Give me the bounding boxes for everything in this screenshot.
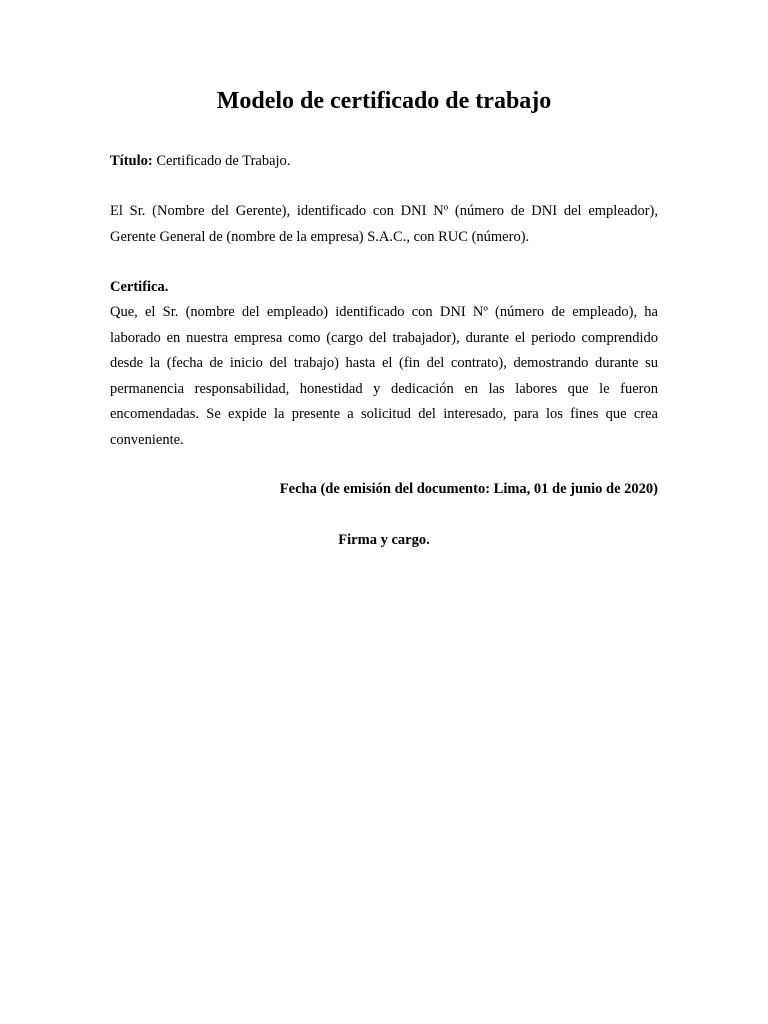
fecha-line: Fecha (de emisión del documento: Lima, 01 de junio de 2020) — [279, 481, 658, 497]
main-paragraph: Que, el Sr. (nombre del empleado) identificado con DNI Nº (número de empleado), ha laborado en nuestra empresa como (cargo del trabajador), durante el periodo comprendido desde la (fecha de inicio del trabajo) hasta el (fin del contrato), demostrando durante su permanencia responsabilidad, honestidad y dedicación en las labores que le fueron encomendadas. Se expide la presente a solicitud del interesado, para los fines que crea conveniente. — [110, 304, 658, 448]
titulo-line — [110, 149, 658, 175]
firma-line: Firma y cargo. — [338, 532, 430, 548]
certifica-heading: Certifica. — [110, 279, 169, 295]
intro-paragraph: El Sr. (Nombre del Gerente), identificado con DNI Nº (número de DNI del empleador), Gerente General de (nombre de la empresa) S.A.C., con RUC (número). — [110, 203, 658, 245]
titulo-value: Certificado de Trabajo. — [152, 153, 291, 169]
titulo-label: Título: — [110, 153, 153, 169]
document-title: Modelo de certificado de trabajo — [216, 88, 552, 114]
